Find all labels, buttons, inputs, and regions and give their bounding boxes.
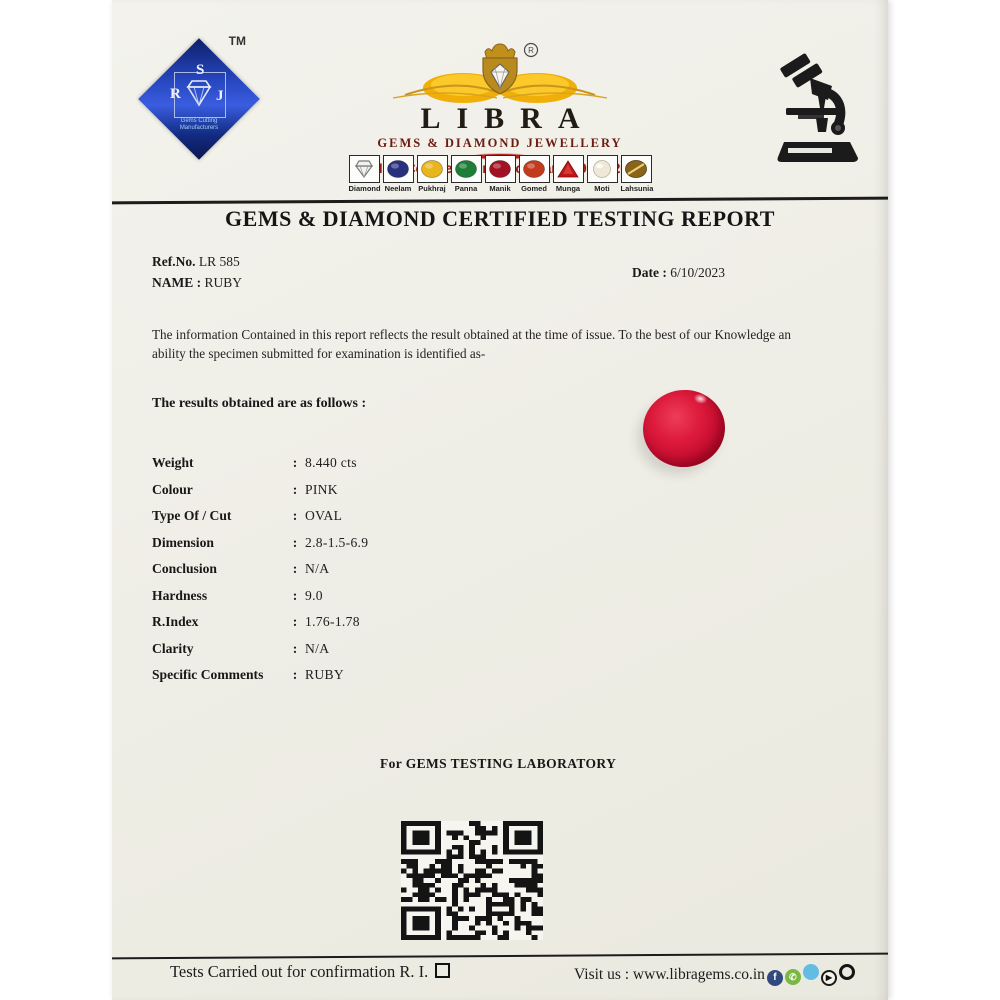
- reference-block: [152, 254, 242, 296]
- date-block: [632, 265, 725, 281]
- svg-text:R: R: [528, 46, 534, 56]
- srj-letter-r: R: [170, 86, 181, 102]
- result-row: [152, 662, 582, 689]
- ref-no-value: LR 585: [198, 254, 240, 269]
- result-label: Hardness: [152, 587, 208, 603]
- result-label: Clarity: [152, 640, 194, 656]
- whatsapp-icon: ✆: [785, 969, 801, 985]
- date-label: Date :: [632, 265, 667, 280]
- gem-icon-moti: [587, 155, 618, 193]
- result-value: N/A: [305, 640, 330, 656]
- facebook-icon: f: [767, 970, 783, 986]
- footer-visit-block: [574, 964, 855, 986]
- results-heading: The results obtained are as follows :: [152, 396, 367, 411]
- footer-divider-line: [112, 953, 888, 960]
- visit-us-text: Visit us : www.libragems.co.in: [574, 966, 765, 983]
- qr-code: [401, 821, 543, 940]
- libra-name: LIBRA: [420, 102, 596, 135]
- result-colon: :: [292, 534, 298, 550]
- result-colon: :: [292, 508, 298, 524]
- result-label: Conclusion: [152, 561, 217, 577]
- result-colon: :: [292, 561, 298, 577]
- checkbox-icon: [435, 963, 450, 978]
- srj-subtext: Gems Cutting Manufacturers: [179, 118, 219, 131]
- gem-box: [417, 155, 448, 183]
- certificate-document: [112, 0, 888, 1000]
- gem-label: Munga: [555, 184, 581, 193]
- result-row: [152, 583, 582, 610]
- result-colon: :: [292, 481, 298, 497]
- footer-tests-text: Tests Carried out for confirmation R. I.: [170, 962, 450, 982]
- result-row: [152, 609, 582, 636]
- gem-label: Manik: [489, 184, 511, 193]
- gem-box: [519, 155, 550, 183]
- result-value: 1.76-1.78: [305, 614, 360, 630]
- gem-box: [383, 155, 414, 183]
- gem-box: [553, 155, 584, 183]
- gem-box: [587, 155, 618, 183]
- result-colon: :: [292, 614, 298, 630]
- result-value: RUBY: [305, 667, 344, 683]
- srj-letter-j: J: [216, 88, 224, 104]
- srj-trademark: TM: [228, 34, 246, 48]
- result-label: Dimension: [152, 534, 214, 550]
- name-label: NAME :: [152, 275, 202, 290]
- gem-box: [349, 155, 380, 183]
- result-value: 9.0: [305, 587, 323, 603]
- gem-label: Gomed: [521, 184, 547, 193]
- play-icon: ▶: [821, 970, 837, 986]
- microscope-icon: [770, 48, 870, 170]
- result-row: [152, 450, 582, 477]
- result-row: [152, 477, 582, 504]
- report-title: GEMS & DIAMOND CERTIFIED TESTING REPORT: [225, 206, 775, 231]
- result-row: [152, 503, 582, 530]
- twitter-icon: [803, 964, 819, 980]
- gem-icon-neelam: [383, 155, 414, 193]
- results-table: [152, 450, 582, 689]
- gem-icons-row: [112, 155, 888, 193]
- result-row: [152, 636, 582, 663]
- date-value: 6/10/2023: [670, 265, 725, 280]
- srj-letter-s: S: [196, 62, 205, 78]
- gem-box: [621, 155, 652, 183]
- result-label: Weight: [152, 455, 194, 471]
- libra-iso-line: Gems: [464, 161, 502, 176]
- gem-icon-pukhraj: [417, 155, 448, 193]
- ring-icon: [839, 964, 855, 980]
- result-value: OVAL: [305, 508, 343, 524]
- result-value: N/A: [305, 561, 330, 577]
- gem-icon-panna: [451, 155, 482, 193]
- gem-label: Diamond: [348, 184, 381, 193]
- signature-line: For GEMS TESTING LABORATORY: [380, 756, 617, 771]
- result-label: R.Index: [152, 614, 199, 630]
- result-label: Type Of / Cut: [152, 508, 232, 524]
- name-value: RUBY: [204, 275, 243, 290]
- result-value: PINK: [305, 481, 338, 497]
- disclaimer-text: The information Contained in this report reflects the result obtained at the time of issue. To the best of our Knowledge an ability the specimen submitted for examination is identified as-: [152, 327, 791, 362]
- result-colon: :: [292, 667, 298, 683]
- gem-icon-diamond: [349, 155, 380, 193]
- header-divider-line: [112, 197, 888, 204]
- gem-label: Lahsunia: [620, 184, 654, 193]
- gem-icon-munga: [553, 155, 584, 193]
- gem-icon-manik: [485, 155, 516, 193]
- result-label: Colour: [152, 481, 193, 497]
- gem-box: [451, 155, 482, 183]
- gem-icon-gomed: [519, 155, 550, 193]
- gem-label: Neelam: [384, 184, 412, 193]
- ref-no-label: Ref.No.: [152, 254, 196, 269]
- result-row: [152, 530, 582, 557]
- gem-label: Moti: [594, 184, 610, 193]
- gem-label: Panna: [454, 184, 478, 193]
- result-label: Specific Comments: [152, 667, 264, 683]
- libra-crest-icon: [385, 40, 615, 108]
- result-colon: :: [292, 587, 298, 603]
- gem-box: [485, 155, 516, 183]
- result-colon: :: [292, 640, 298, 656]
- gem-label: Pukhraj: [418, 184, 446, 193]
- specimen-ruby-photo: [639, 385, 730, 471]
- social-icons: [765, 964, 855, 986]
- result-colon: :: [292, 455, 298, 471]
- gem-icon-lahsunia: [621, 155, 652, 193]
- libra-subtitle: GEMS & DIAMOND JEWELLERY: [377, 136, 623, 150]
- result-row: [152, 556, 582, 583]
- result-value: 2.8-1.5-6.9: [305, 534, 369, 550]
- result-value: 8.440 cts: [305, 455, 357, 471]
